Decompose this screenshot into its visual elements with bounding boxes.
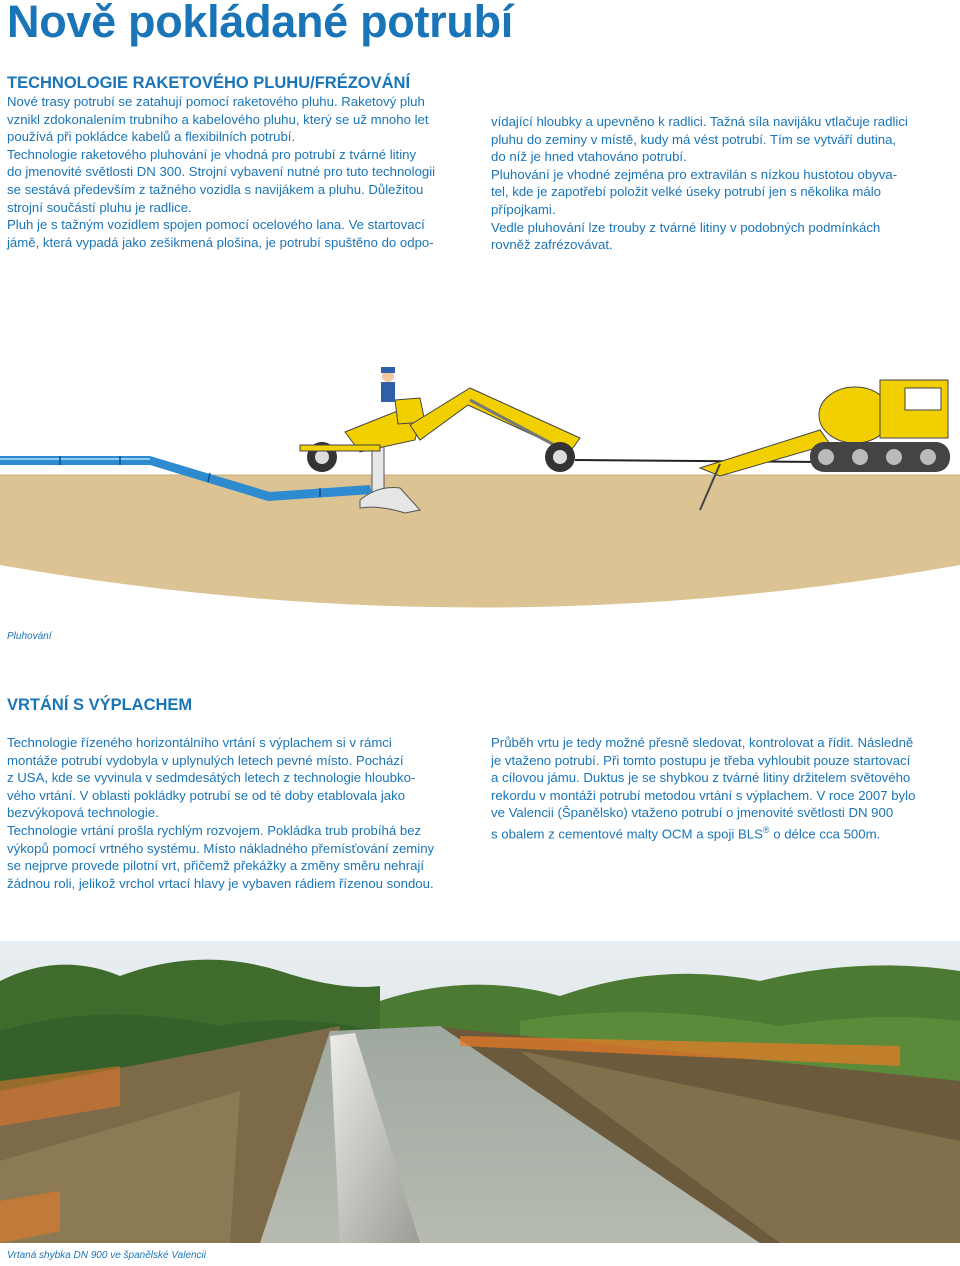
- text-span: o délce cca 500m.: [769, 826, 881, 842]
- text-line: bezvýkopová technologie.: [7, 805, 159, 821]
- text-line: Průběh vrtu je tedy možné přesně sledovat, kontrolovat a řídit. Následně: [491, 735, 914, 750]
- registered-mark: ®: [762, 824, 770, 835]
- text-line: strojní součástí pluhu je radlice.: [7, 199, 192, 215]
- text-line: Nové trasy potrubí se zatahují pomocí raketového pluhu. Raketový pluh: [7, 94, 425, 109]
- text-span: s obalem z cementové malty OCM a spoji BLS: [491, 826, 763, 842]
- photo-caption: Vrtaná shybka DN 900 ve španělské Valencii: [7, 1250, 207, 1261]
- text-line: přípojkami.: [491, 201, 556, 217]
- figure-caption-plowing: Pluhování: [7, 631, 52, 642]
- text-line: se sestává především z tažného vozidla s navijákem a pluhu. Důležitou: [7, 181, 424, 197]
- soil-mound: [0, 475, 960, 608]
- section1-right-column: [491, 113, 908, 254]
- text-line: z USA, kde se vyvinula v sedmdesátých letech z technologie hloubko-: [7, 770, 416, 786]
- section-heading-drilling: VRTÁNÍ S VÝPLACHEM: [7, 696, 193, 714]
- text-line: montáže potrubí vydobyla v uplynulých letech pevné místo. Pochází: [7, 752, 404, 768]
- section-heading-plowing: TECHNOLOGIE RAKETOVÉHO PLUHU/FRÉZOVÁNÍ: [7, 74, 411, 92]
- text-line: [491, 822, 915, 843]
- text-line: vznikl zdokonalením trubního a kabelového pluhu, který se už mnoho let: [7, 111, 429, 127]
- text-line: Vedle pluhování lze trouby z tvárné litiny v podobných podmínkách: [491, 219, 881, 235]
- plowing-illustration: [0, 360, 960, 620]
- text-line: Technologie raketového pluhování je vhodná pro potrubí z tvárné litiny: [7, 146, 417, 162]
- page-title: Nově pokládané potrubí: [7, 0, 513, 47]
- steel-cable: [575, 460, 820, 462]
- text-line: používá při pokládce kabelů a flexibilních potrubí.: [7, 129, 296, 145]
- text-line: je vtaženo potrubí. Při tomto postupu je třeba vyhloubit pouze startovací: [491, 752, 911, 768]
- text-line: jámě, která vypadá jako zešikmená plošina, je potrubí spuštěno do odpo-: [7, 234, 434, 250]
- text-line: rekordu v montáži potrubí metodou vrtání s výplachem. V roce 2007 bylo: [491, 787, 916, 803]
- text-line: se nejprve provede pilotní vrt, přičemž překážky a změny směru nehrají: [7, 858, 425, 874]
- text-line: pluhu do zeminy v místě, kudy má vést potrubí. Tím se vytváří dutina,: [491, 131, 897, 147]
- section2-right-column: [491, 734, 915, 843]
- text-line: vídající hloubky a upevněno k radlici. Tažná síla navijáku vtlačuje radlici: [491, 114, 908, 129]
- section1-left-column: [7, 93, 435, 251]
- text-line: ve Valencii (Španělsko) vtaženo potrubí o jmenovité světlosti DN 900: [491, 805, 894, 821]
- text-line: Technologie řízeného horizontálního vrtání s výplachem si v rámci: [7, 735, 392, 750]
- text-line: do jmenovité světlosti DN 300. Strojní vybavení nutné pro tuto technologii: [7, 164, 436, 180]
- text-line: tel, kde je zapotřebí položit velké úseky potrubí jen s několika málo: [491, 184, 881, 200]
- text-line: a cílovou jámu. Duktus je se shybkou z tvárné litiny držitelem světového: [491, 770, 911, 786]
- plow-machine: [300, 367, 580, 472]
- pipe-above-ground: [0, 456, 150, 465]
- pipe-trench-photo: [0, 941, 960, 1243]
- text-line: rovněž zafrézovávat.: [491, 237, 613, 253]
- text-line: vého vrtání. V oblasti pokládky potrubí se od té doby etablovala jako: [7, 787, 406, 803]
- text-line: Pluh je s tažným vozidlem spojen pomocí ocelového lana. Ve startovací: [7, 217, 425, 233]
- text-line: žádnou roli, jelikož vrchol vrtací hlavy je vybaven rádiem řízenou sondou.: [7, 875, 434, 891]
- text-line: výkopů pomocí vrtného systému. Místo nákladného přemísťování zeminy: [7, 840, 435, 856]
- text-line: Pluhování je vhodné zejména pro extravilán s nízkou hustotou obyva-: [491, 166, 898, 182]
- text-line: Technologie vrtání prošla rychlým rozvojem. Pokládka trub probíhá bez: [7, 822, 422, 838]
- text-line: do níž je hned vtahováno potrubí.: [491, 149, 687, 165]
- section2-left-column: [7, 734, 434, 892]
